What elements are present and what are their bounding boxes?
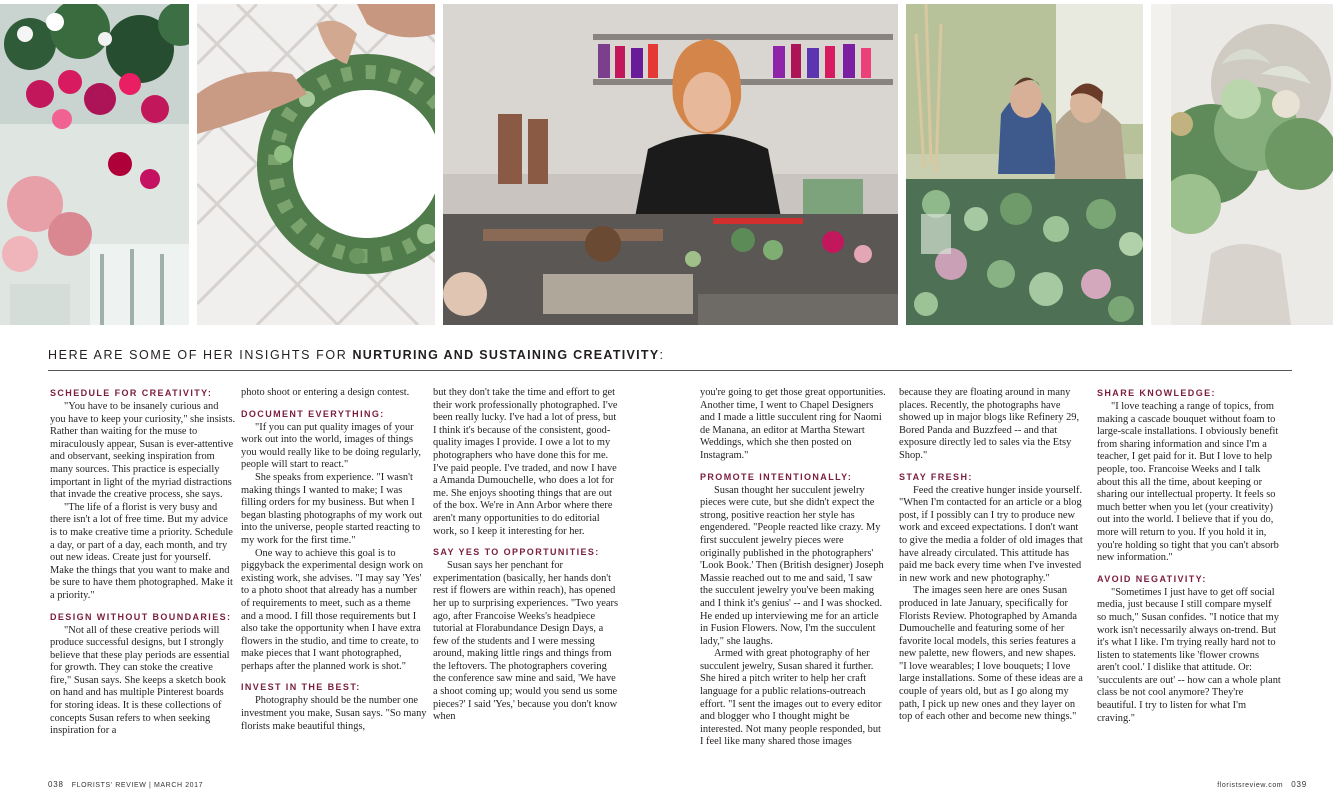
left-page-number: 038: [48, 780, 64, 789]
right-folio-text: floristsreview.com: [1217, 782, 1284, 789]
paragraph: "The life of a florist is very busy and there isn't a lot of free time. But my advice is to make creative time a priority. Schedule a day, or part of a day, each month, and try out new ideas. Create just for yourself. Make the things that you want to make and be sure to have them photographed. Make it a priority.": [50, 501, 233, 601]
paragraph: you're going to get those great opportunities. Another time, I went to Chapel Designers and I made a little succulent ring for Naomi de Manana, an editor at Martha Stewart Weddings, which she then posted on Instagram.": [700, 387, 886, 461]
left-folio-text: FLORISTS' REVIEW | MARCH 2017: [71, 782, 204, 789]
paragraph: "You have to be insanely curious and you have to keep your curiosity," she insists. Rather than waiting for the muse to miraculously appear, Susan is ever-attentive and observant, seeking inspiration from many sources. This practice is especially important in light of the myriad distractions that invade the creative process, she says.: [50, 401, 236, 501]
paragraph: Susan says her penchant for experimentation (basically, her hands don't rest if flowers are within reach), has opened her up to surprising experiences. "Two years ago, after Francoise Weeks's headpiece tutorial at Florabundance Design Days, a few of the students and I were messing around, making little rings and things from the leftovers. The photographers covering the conference saw mine and said, 'We have a shoot coming up; would you send us some pieces?' I said 'Yes,' because you don't know when: [433, 560, 619, 723]
paragraph: Armed with great photography of her succulent jewelry, Susan shared it further. She hired a pitch writer to help her craft language for a public relations-outreach effort. "I sent the images out to every editor and blogger who I thought might be interested. Not many people responded, but I feel like many shared those images: [700, 648, 882, 748]
paragraph: "If you can put quality images of your work out into the world, images of things you would really like to be doing regularly, people will start to react.": [241, 421, 421, 471]
paragraph: One way to achieve this goal is to piggyback the experimental design work on existing work, she advises. "I may say 'Yes' to a photo shoot that already has a number of requirements to meet, such as a theme and a mood. I fill those requirements but I also take the opportunity when I have extra flowers in the studio, and time to create, to make pieces that I want photographed, perhaps after the planned work is shot.": [241, 547, 424, 672]
article-column-6: [1097, 387, 1283, 752]
headline-lead: HERE ARE SOME OF HER INSIGHTS FOR: [48, 348, 353, 362]
article-column-2: [241, 387, 427, 752]
section-heading-share: SHARE KNOWLEDGE:: [1097, 388, 1216, 398]
paragraph: She speaks from experience. "I wasn't making things I wanted to make; I was filling orders for my business. But when I began blasting photographs of my work out into the universe, people started reacting to my work for the first time.": [241, 471, 423, 546]
headline-divider: [48, 370, 1292, 371]
right-page-number: 039: [1291, 780, 1307, 789]
succulent-workshop-photo: [906, 4, 1143, 325]
succulent-wreath-photo: [197, 4, 435, 325]
article-column-1: [50, 387, 236, 752]
headline-tail: :: [659, 348, 665, 362]
paragraph: "Sometimes I just have to get off social media, just because I still compare myself so much," Susan confides. "I notice that my work isn't necessarily always on-trend. But it's what I like. I'm trying really hard not to listen to statements like 'flower crowns aren't cool.' I dislike that attitude. Or: 'succulents are out' -- how can a whole plant class be not cool anymore? They're beautiful. I try to listen for what I'm craving.": [1097, 586, 1281, 724]
paragraph: Susan thought her succulent jewelry pieces were cute, but she didn't expect the strong, positive reaction her style has engendered. "People reacted like crazy. My first succulent jewelry pieces were originally published in the photographers' 'Look Book.' Then (British designer) Joseph Massie reached out to me and said, 'I saw the succulent jewelry you've been making and I think it's genius' -- and I was shocked. He ended up interviewing me for an article in Fusion Flowers. Now, I'm the succulent lady," she laughs.: [700, 484, 884, 647]
section-heading-say-yes: SAY YES TO OPPORTUNITIES:: [433, 547, 600, 558]
section-heading-avoid: AVOID NEGATIVITY:: [1097, 573, 1207, 584]
succulent-arrangement-photo: [1151, 4, 1333, 325]
article-column-4: [700, 387, 886, 752]
flower-bouquets-photo: [0, 4, 189, 325]
paragraph: "Not all of these creative periods will produce successful designs, but I strongly believe that these play periods are essential for growth. They can stoke the creative fire," Susan says. She keeps a sketch book on hand and has multiple Pinterest boards for storing ideas. It is these collections of concepts Susan refers to when seeking inspiration for a: [50, 624, 230, 737]
section-headline: [48, 348, 1298, 362]
article-column-5: [899, 387, 1085, 752]
section-heading-design: DESIGN WITHOUT BOUNDARIES:: [50, 611, 232, 622]
susan-in-studio-photo: [443, 4, 898, 325]
paragraph: but they don't take the time and effort to get their work professionally photographed. I've been really lucky. I've had a lot of press, but I think it's because of the consistent, good-quality images I provide. I owe a lot to my photographers who have done this for me. I've paid people. I've traded, and now I have a Amanda Dumouchelle, who does a lot for me. She enjoys shooting things that are out of the box. We're in Ann Arbor where there aren't many opportunities to do editorial work, so I keep it interesting for her.: [433, 387, 618, 537]
paragraph: "I love teaching a range of topics, from making a cascade bouquet without foam to large-scale installations. I obviously benefit from sharing information and since I'm a teacher, I get paid for it. But I love to help people, too. Francoise Weeks and I talk about this all the time, about keeping or sharing our intellectual property. It feels so much better when you let (your creativity) out into the world. I believe that if you do, more will return to you. If you hold it in, you're holding so tight that you can't absorb new information.": [1097, 401, 1279, 564]
section-heading-document: DOCUMENT EVERYTHING:: [241, 408, 385, 419]
section-heading-invest: INVEST IN THE BEST:: [241, 682, 361, 693]
left-folio: [48, 780, 203, 789]
paragraph: The images seen here are ones Susan produced in late January, specifically for Florists Review. Photographed by Amanda Dumouchelle and featuring some of her favorite local models, this series features a new palette, new flowers, and new shapes. "I love wearables; I love bouquets; I love large installations. Some of these ideas are a couple of years old, but as I go along my path, I pick up new ones and they layer on top of each other and become new things.": [899, 585, 1083, 723]
paragraph: because they are floating around in many places. Recently, the photographs have showed up in major blogs like Refinery 29, Bored Panda and Buzzfeed -- and that exposure directly led to sales via the Etsy Shop.": [899, 387, 1080, 461]
right-folio: [1217, 780, 1307, 789]
section-heading-schedule: SCHEDULE FOR CREATIVITY:: [50, 388, 213, 398]
paragraph: Feed the creative hunger inside yourself. "When I'm contacted for an article or a blog post, if I possibly can I try to produce new work and exceed expectations. I don't want to give the media a folder of old images that have already circulated. This attitude has paid me back every time when I've invested in new work and new photography.": [899, 484, 1083, 584]
section-heading-promote: PROMOTE INTENTIONALLY:: [700, 471, 853, 482]
paragraph: photo shoot or entering a design contest.: [241, 387, 410, 398]
section-heading-stay-fresh: STAY FRESH:: [899, 471, 973, 482]
paragraph: Photography should be the number one investment you make, Susan says. "So many florists make beautiful things,: [241, 695, 427, 732]
headline-bold: NURTURING AND SUSTAINING CREATIVITY: [352, 348, 660, 362]
article-column-3: [433, 387, 619, 752]
